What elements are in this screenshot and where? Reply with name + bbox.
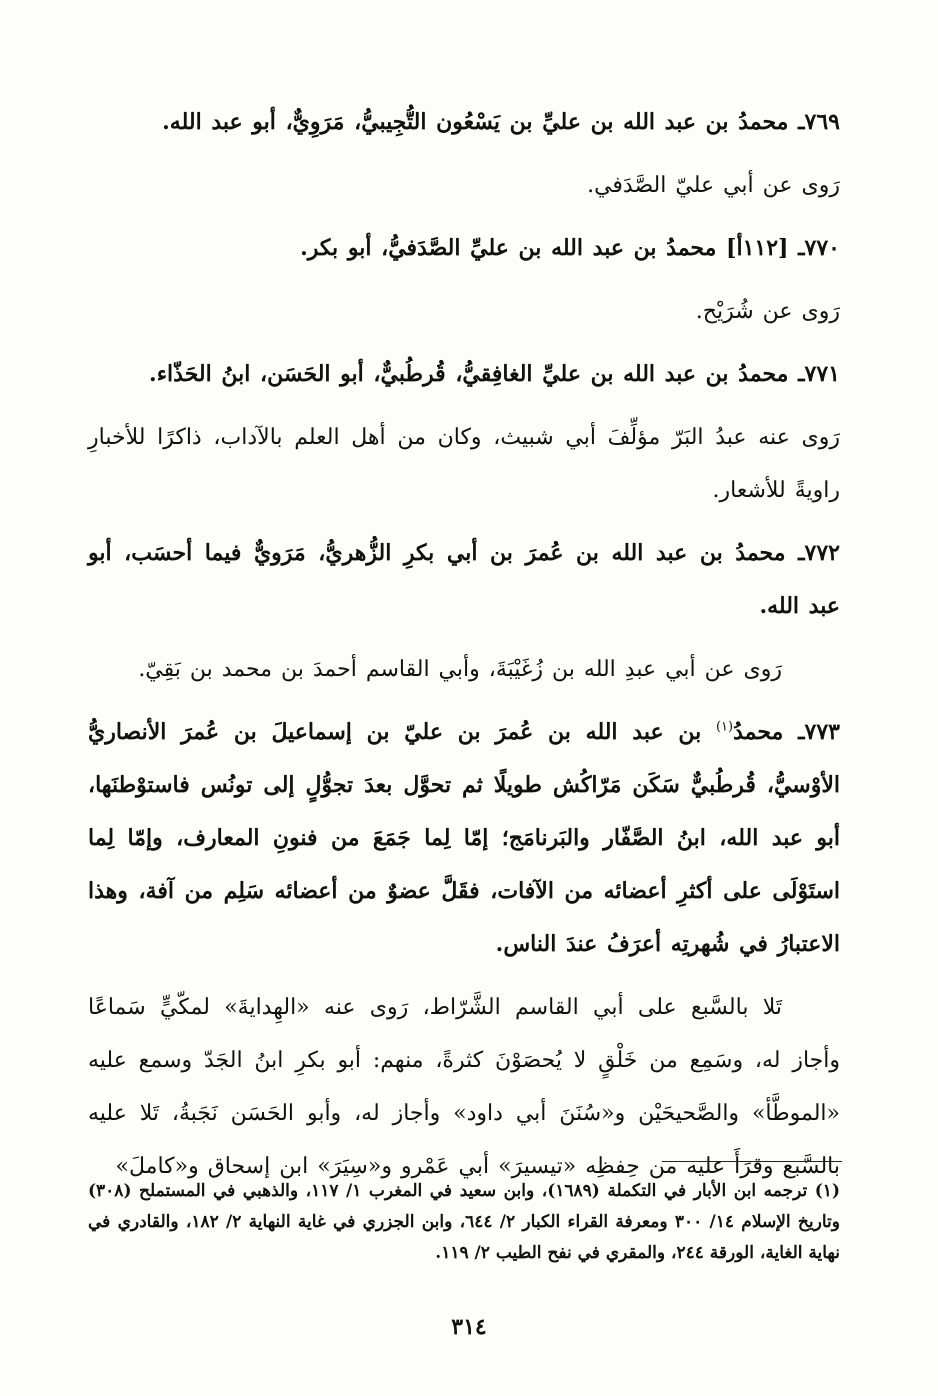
- entry-769-title: ٧٦٩ـ محمدُ بن عبد الله بن عليِّ بن يَسْعُون التُّجِيبيُّ، مَرَوِيٌّ، أبو عبد الله.: [162, 109, 840, 135]
- entry-769-heading: [88, 96, 840, 149]
- entry-771-riwaya: [88, 411, 840, 517]
- page-number: ٣١٤: [451, 1314, 487, 1340]
- entry-769-riwaya: [88, 159, 840, 212]
- entry-772-title: ٧٧٢ـ محمدُ بن عبد الله بن عُمرَ بن أبي بكرِ الزُّهريُّ، مَرَويٌّ فيما أحسَب، أبو عبد الله.: [88, 540, 840, 619]
- footnote-separator: [662, 1161, 842, 1162]
- main-text: [88, 96, 840, 1203]
- footnotes: [88, 1176, 840, 1269]
- entry-772-riwaya: [88, 643, 840, 696]
- entry-773-heading: [88, 706, 840, 971]
- entry-770-title: ٧٧٠ـ [١١٢أ] محمدُ بن عبد الله بن عليِّ الصَّدَفيُّ، أبو بكر.: [300, 235, 840, 261]
- footnote-marker[interactable]: (١): [715, 719, 734, 735]
- entry-772-riwaya-text: رَوى عن أبي عبدِ الله بن زُغَيْبَةَ، وأبي القاسم أحمدَ بن محمد بن بَقِيّ.: [138, 657, 782, 682]
- entry-771-riwaya-text: رَوى عنه عبدُ البَرّ مؤلِّفَ أبي شبيث، وكان من أهل العلم بالآداب، ذاكرًا للأخبارِ راويةً للأشعار.: [88, 425, 840, 503]
- entry-770-riwaya: [88, 285, 840, 338]
- entry-773-title-rest: بن عبد الله بن عُمرَ بن عليّ بن إسماعيلَ بن عُمرَ الأنصاريُّ الأوْسيُّ، قُرطُبيٌّ سَكَن مَرّاكُش طويلًا ثم تحوَّل بعدَ تجوُّلٍ إلى تونُس فاستوْطنَها، أبو عبد الله، ابنُ الصَّفّار والبَرنامَج؛ إمّا لِما جَمَعَ من فنونِ المعارف، وإمّا لِما استَوْلَى على أكثرِ أعضائه من الآفات، فقَلَّ عضوٌ من أعضائه سَلِم من آفة، وهذا الاعتبارُ في شُهرتِه أعرَفُ عندَ الناس.: [88, 719, 841, 957]
- entry-769-riwaya-text: رَوى عن أبي عليّ الصَّدَفي.: [587, 173, 840, 198]
- entry-771-heading: [88, 348, 840, 401]
- entry-773-title-start: ٧٧٣ـ محمدُ: [733, 719, 840, 745]
- entry-771-title: ٧٧١ـ محمدُ بن عبد الله بن عليِّ الغافِقيُّ، قُرطُبيٌّ، أبو الحَسَن، ابنُ الحَذّاء.: [149, 361, 840, 387]
- entry-770-heading: [88, 222, 840, 275]
- entry-772-heading: [88, 527, 840, 633]
- entry-773-body-text: تَلا بالسَّبع على أبي القاسم الشَّرّاط، رَوى عنه «الهِدايةَ» لمكّيٍّ سَماعًا وأجاز له، وسَمِع من خَلْقٍ لا يُحصَوْنَ كثرةً، منهم: أبو بكرِ ابنُ الجَدّ وسمع عليه «الموطَّأ» والصَّحيحَيْن و«سُنَنَ أبي داود» وأجاز له، وأبو الحَسَن نَجَبةُ، تَلا عليه بالسَّبع وقرَأَ عليه من حِفظِه «تيسيرَ» أبي عَمْرو و«سِيَرَ» ابن إسحاق و«كاملَ»: [88, 995, 840, 1179]
- footnote-1: (١) ترجمه ابن الأبار في التكملة (١٦٨٩)، وابن سعيد في المغرب ١/ ١١٧، والذهبي في المستملح (٣٠٨) وتاريخ الإسلام ١٤/ ٣٠٠ ومعرفة القراء الكبار ٢/ ٦٤٤، وابن الجزري في غاية النهاية ٢/ ١٨٢، والقادري في نهاية الغاية، الورقة ٢٤٤، والمقري في نفح الطيب ٢/ ١١٩.: [88, 1181, 840, 1263]
- entry-770-riwaya-text: رَوى عن شُرَيْح.: [695, 299, 840, 324]
